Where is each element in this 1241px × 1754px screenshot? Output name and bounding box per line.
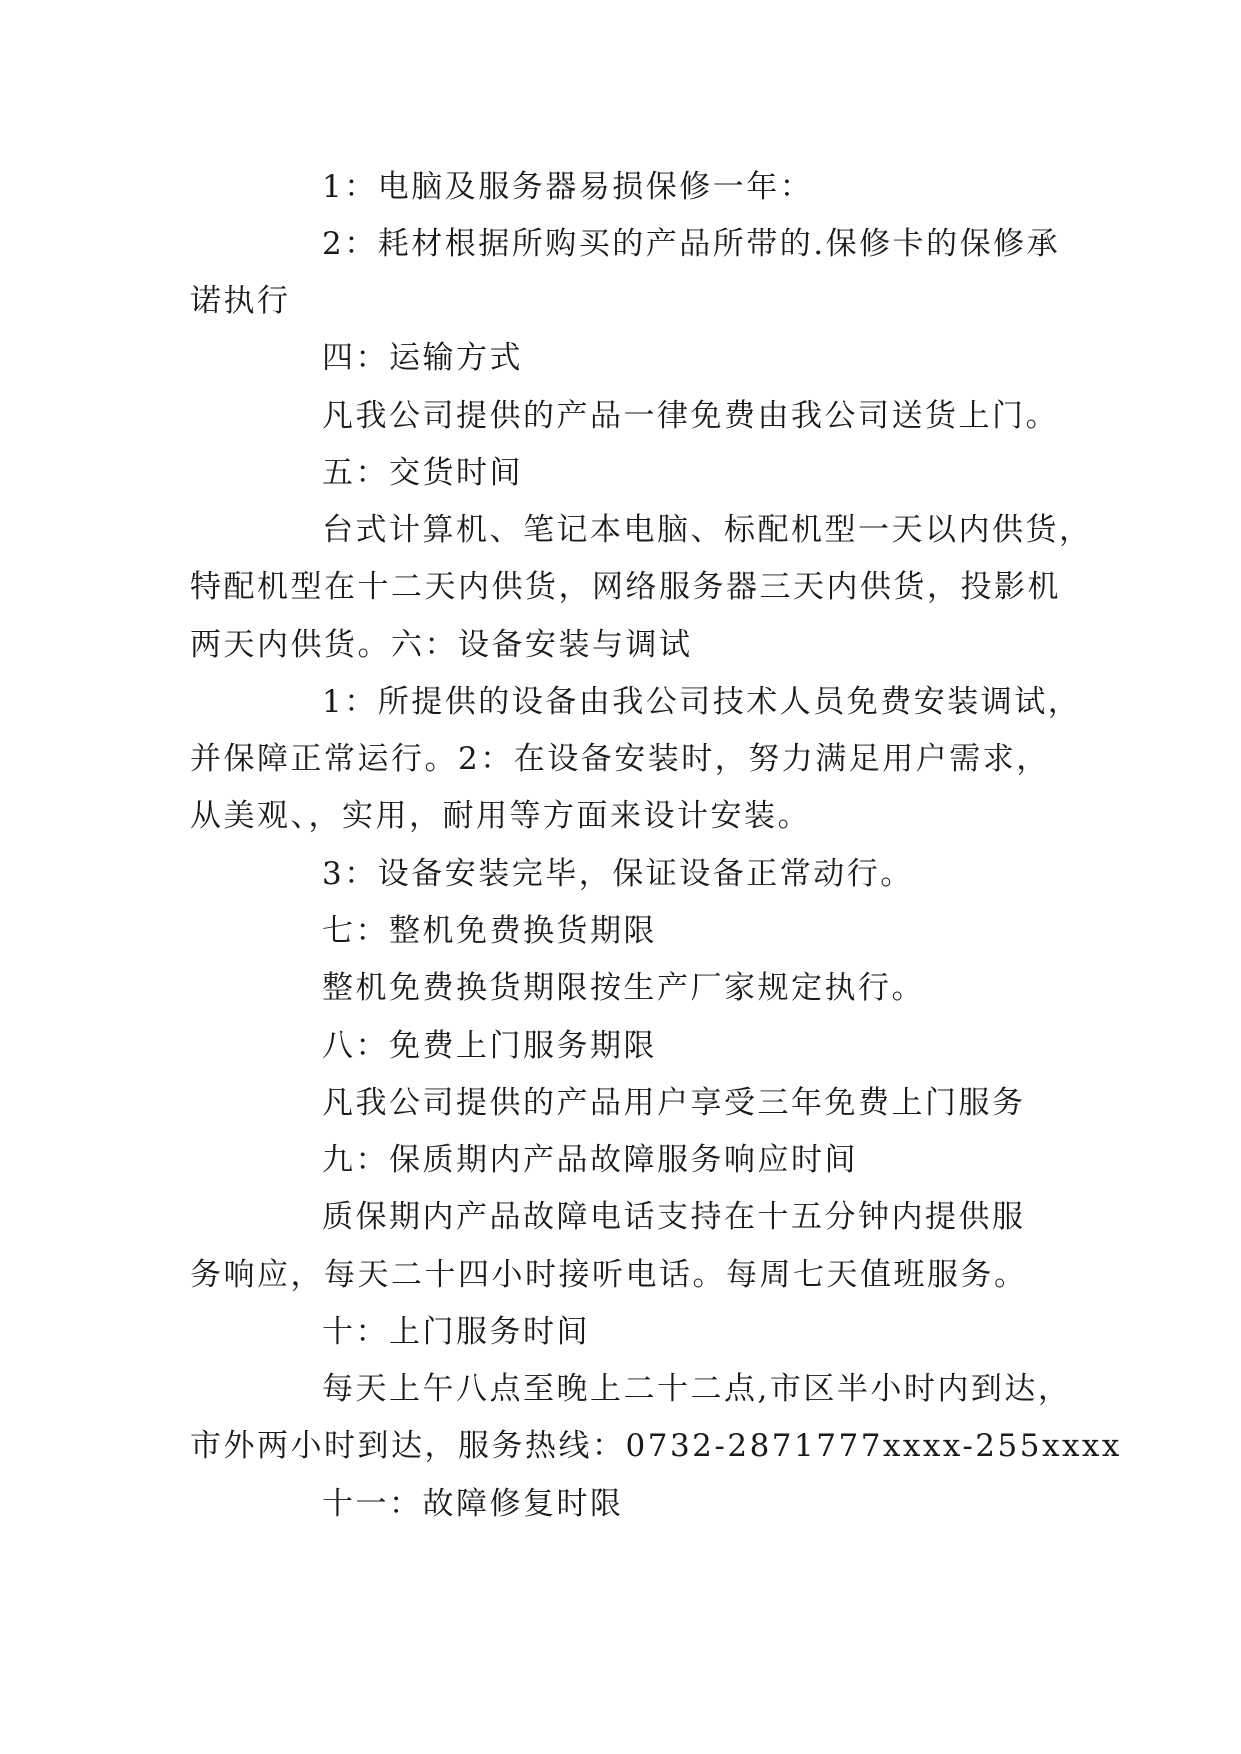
- section-heading: 四：运输方式: [322, 340, 523, 376]
- text-line: 务响应，每天二十四小时接听电话。每周七天值班服务。: [190, 1257, 1028, 1293]
- text-line: 市外两小时到达，服务热线：0732-2871777xxxx-255xxxx: [190, 1428, 1122, 1464]
- text-line: 3：设备安装完毕，保证设备正常动行。: [322, 856, 914, 892]
- text-line: 2：耗材根据所购买的产品所带的.保修卡的保修承: [322, 226, 1061, 262]
- text-line: 诺执行: [190, 283, 291, 319]
- text-line: 凡我公司提供的产品一律免费由我公司送货上门。: [322, 398, 1059, 434]
- section-heading: 十一：故障修复时限: [322, 1486, 624, 1522]
- text-line: 特配机型在十二天内供货，网络服务器三天内供货，投影机: [190, 569, 1061, 605]
- text-line: 两天内供货。六：设备安装与调试: [190, 627, 693, 663]
- section-heading: 五：交货时间: [322, 455, 523, 491]
- section-heading: 七：整机免费换货期限: [322, 913, 657, 949]
- text-line: 1：所提供的设备由我公司技术人员免费安装调试，: [322, 684, 1082, 720]
- text-line: 台式计算机、笔记本电脑、标配机型一天以内供货，: [322, 512, 1093, 548]
- text-line: 1：电脑及服务器易损保修一年：: [322, 169, 814, 205]
- text-line: 整机免费换货期限按生产厂家规定执行。: [322, 970, 925, 1006]
- text-line: 从美观、，实用，耐用等方面来设计安装。: [190, 798, 811, 834]
- text-line: 每天上午八点至晚上二十二点,市区半小时内到达，: [322, 1371, 1072, 1407]
- text-line: 并保障正常运行。2：在设备安装时，努力满足用户需求，: [190, 741, 1050, 777]
- section-heading: 十：上门服务时间: [322, 1314, 590, 1350]
- text-line: 质保期内产品故障电话支持在十五分钟内提供服: [322, 1199, 1026, 1235]
- text-line: 凡我公司提供的产品用户享受三年免费上门服务: [322, 1085, 1026, 1121]
- section-heading: 九：保质期内产品故障服务响应时间: [322, 1142, 858, 1178]
- section-heading: 八：免费上门服务期限: [322, 1028, 657, 1064]
